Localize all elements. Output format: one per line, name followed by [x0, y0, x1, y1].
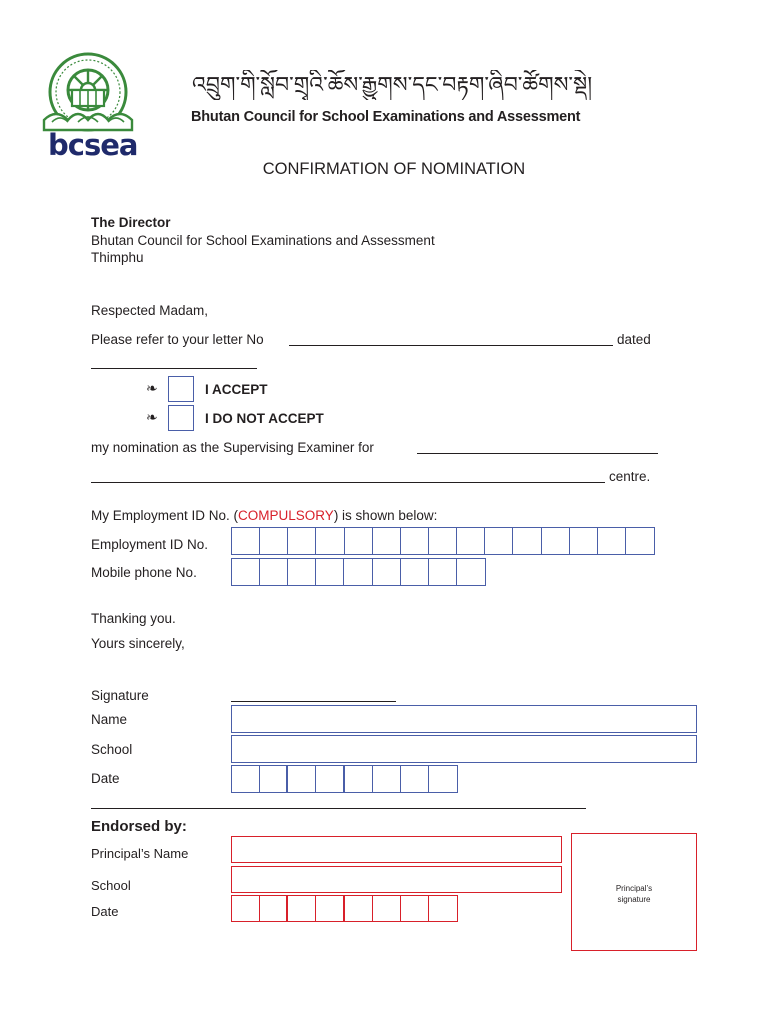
- principal-signature-box[interactable]: [571, 833, 697, 951]
- name-label: Name: [91, 712, 128, 727]
- logo-text: bcsea: [48, 128, 138, 162]
- employment-id-cell[interactable]: [570, 528, 598, 555]
- principal-signature-label: Principal’s signature: [615, 884, 653, 904]
- employment-id-cell[interactable]: [288, 528, 316, 555]
- mobile-cell[interactable]: [429, 559, 457, 586]
- address-line-1: The Director: [91, 215, 171, 230]
- mobile-cell[interactable]: [260, 559, 288, 586]
- endorsed-date-cell[interactable]: [260, 896, 288, 922]
- employment-id-cell[interactable]: [542, 528, 570, 555]
- mobile-cell[interactable]: [288, 559, 316, 586]
- endorsed-date-cell[interactable]: [316, 896, 344, 922]
- mobile-cell[interactable]: [457, 559, 485, 586]
- date-cell[interactable]: [401, 766, 429, 793]
- employment-id-cell[interactable]: [513, 528, 541, 555]
- accept-label: I ACCEPT: [205, 382, 268, 397]
- date-cell[interactable]: [429, 766, 457, 793]
- date-cell[interactable]: [373, 766, 401, 793]
- mobile-label: Mobile phone No.: [91, 565, 197, 580]
- employment-id-cell[interactable]: [316, 528, 344, 555]
- date-cell[interactable]: [260, 766, 288, 793]
- endorsed-date-cell[interactable]: [429, 896, 457, 922]
- accept-checkbox[interactable]: [168, 376, 194, 402]
- mobile-cell[interactable]: [316, 559, 344, 586]
- employment-id-cell[interactable]: [429, 528, 457, 555]
- employment-id-cell[interactable]: [598, 528, 626, 555]
- closing-thanks: Thanking you.: [91, 611, 176, 626]
- employment-id-cell[interactable]: [485, 528, 513, 555]
- name-field[interactable]: [231, 705, 697, 733]
- signature-field[interactable]: [231, 701, 396, 702]
- bcsea-logo: [38, 50, 138, 162]
- employment-id-cell[interactable]: [260, 528, 288, 555]
- mobile-cell[interactable]: [401, 559, 429, 586]
- employment-intro: [91, 508, 437, 524]
- subject-field[interactable]: [417, 453, 658, 454]
- date-cell[interactable]: [288, 766, 316, 793]
- mobile-cell[interactable]: [344, 559, 372, 586]
- dzongkha-title: འབྲུག་གི་སློབ་གྲྭའི་ཆོས་རྒྱུགས་དང་བརྟག་ཞིབ་ཚོགས་སྡེ།: [192, 72, 593, 97]
- address-line-3: Thimphu: [91, 250, 144, 265]
- letter-date-field[interactable]: [91, 368, 257, 369]
- school-label: School: [91, 742, 133, 757]
- compulsory-label: COMPULSORY: [238, 508, 334, 523]
- endorsed-date-cell[interactable]: [345, 896, 373, 922]
- letter-dated-label: dated: [617, 332, 651, 347]
- nomination-text: my nomination as the Supervising Examiner for: [91, 440, 374, 455]
- mobile-cell[interactable]: [373, 559, 401, 586]
- bullet-icon: ❧: [146, 409, 158, 425]
- closing-yours: Yours sincerely,: [91, 636, 185, 651]
- address-line-2: Bhutan Council for School Examinations and Assessment: [91, 233, 435, 248]
- principal-name-field[interactable]: [231, 836, 562, 863]
- centre-field[interactable]: [91, 482, 605, 483]
- endorsed-date-cell[interactable]: [401, 896, 429, 922]
- english-title: Bhutan Council for School Examinations and Assessment: [191, 109, 581, 125]
- employment-id-field[interactable]: [231, 527, 655, 555]
- employment-id-cell[interactable]: [626, 528, 654, 555]
- date-cell[interactable]: [316, 766, 344, 793]
- date-field[interactable]: [231, 765, 458, 793]
- letter-ref-prefix: Please refer to your letter No: [91, 332, 264, 347]
- date-cell[interactable]: [232, 766, 260, 793]
- date-cell[interactable]: [345, 766, 373, 793]
- not-accept-label: I DO NOT ACCEPT: [205, 411, 324, 426]
- mobile-field[interactable]: [231, 558, 486, 586]
- principal-name-label: Principal’s Name: [91, 846, 189, 861]
- mobile-cell[interactable]: [232, 559, 260, 586]
- form-title: CONFIRMATION OF NOMINATION: [262, 160, 526, 178]
- endorsed-date-label: Date: [91, 904, 119, 919]
- endorsed-date-cell[interactable]: [288, 896, 316, 922]
- endorsed-date-field[interactable]: [231, 895, 458, 922]
- employment-id-cell[interactable]: [401, 528, 429, 555]
- employment-intro-before: My Employment ID No. (: [91, 508, 239, 523]
- signature-label: Signature: [91, 688, 149, 703]
- employment-id-cell[interactable]: [457, 528, 485, 555]
- employment-id-label: Employment ID No.: [91, 537, 209, 552]
- date-label: Date: [91, 771, 120, 786]
- not-accept-checkbox[interactable]: [168, 405, 194, 431]
- school-field[interactable]: [231, 735, 697, 763]
- salutation: Respected Madam,: [91, 303, 209, 318]
- endorsed-heading: Endorsed by:: [91, 818, 187, 835]
- letter-number-field[interactable]: [289, 345, 613, 346]
- bullet-icon: ❧: [146, 380, 158, 396]
- employment-id-cell[interactable]: [232, 528, 260, 555]
- employment-intro-after: ) is shown below:: [333, 508, 438, 523]
- centre-label: centre.: [609, 469, 651, 484]
- employment-id-cell[interactable]: [345, 528, 373, 555]
- endorsed-date-cell[interactable]: [373, 896, 401, 922]
- section-divider: [91, 808, 586, 809]
- employment-id-cell[interactable]: [373, 528, 401, 555]
- endorsed-date-cell[interactable]: [232, 896, 260, 922]
- endorsed-school-label: School: [91, 878, 131, 893]
- endorsed-school-field[interactable]: [231, 866, 562, 893]
